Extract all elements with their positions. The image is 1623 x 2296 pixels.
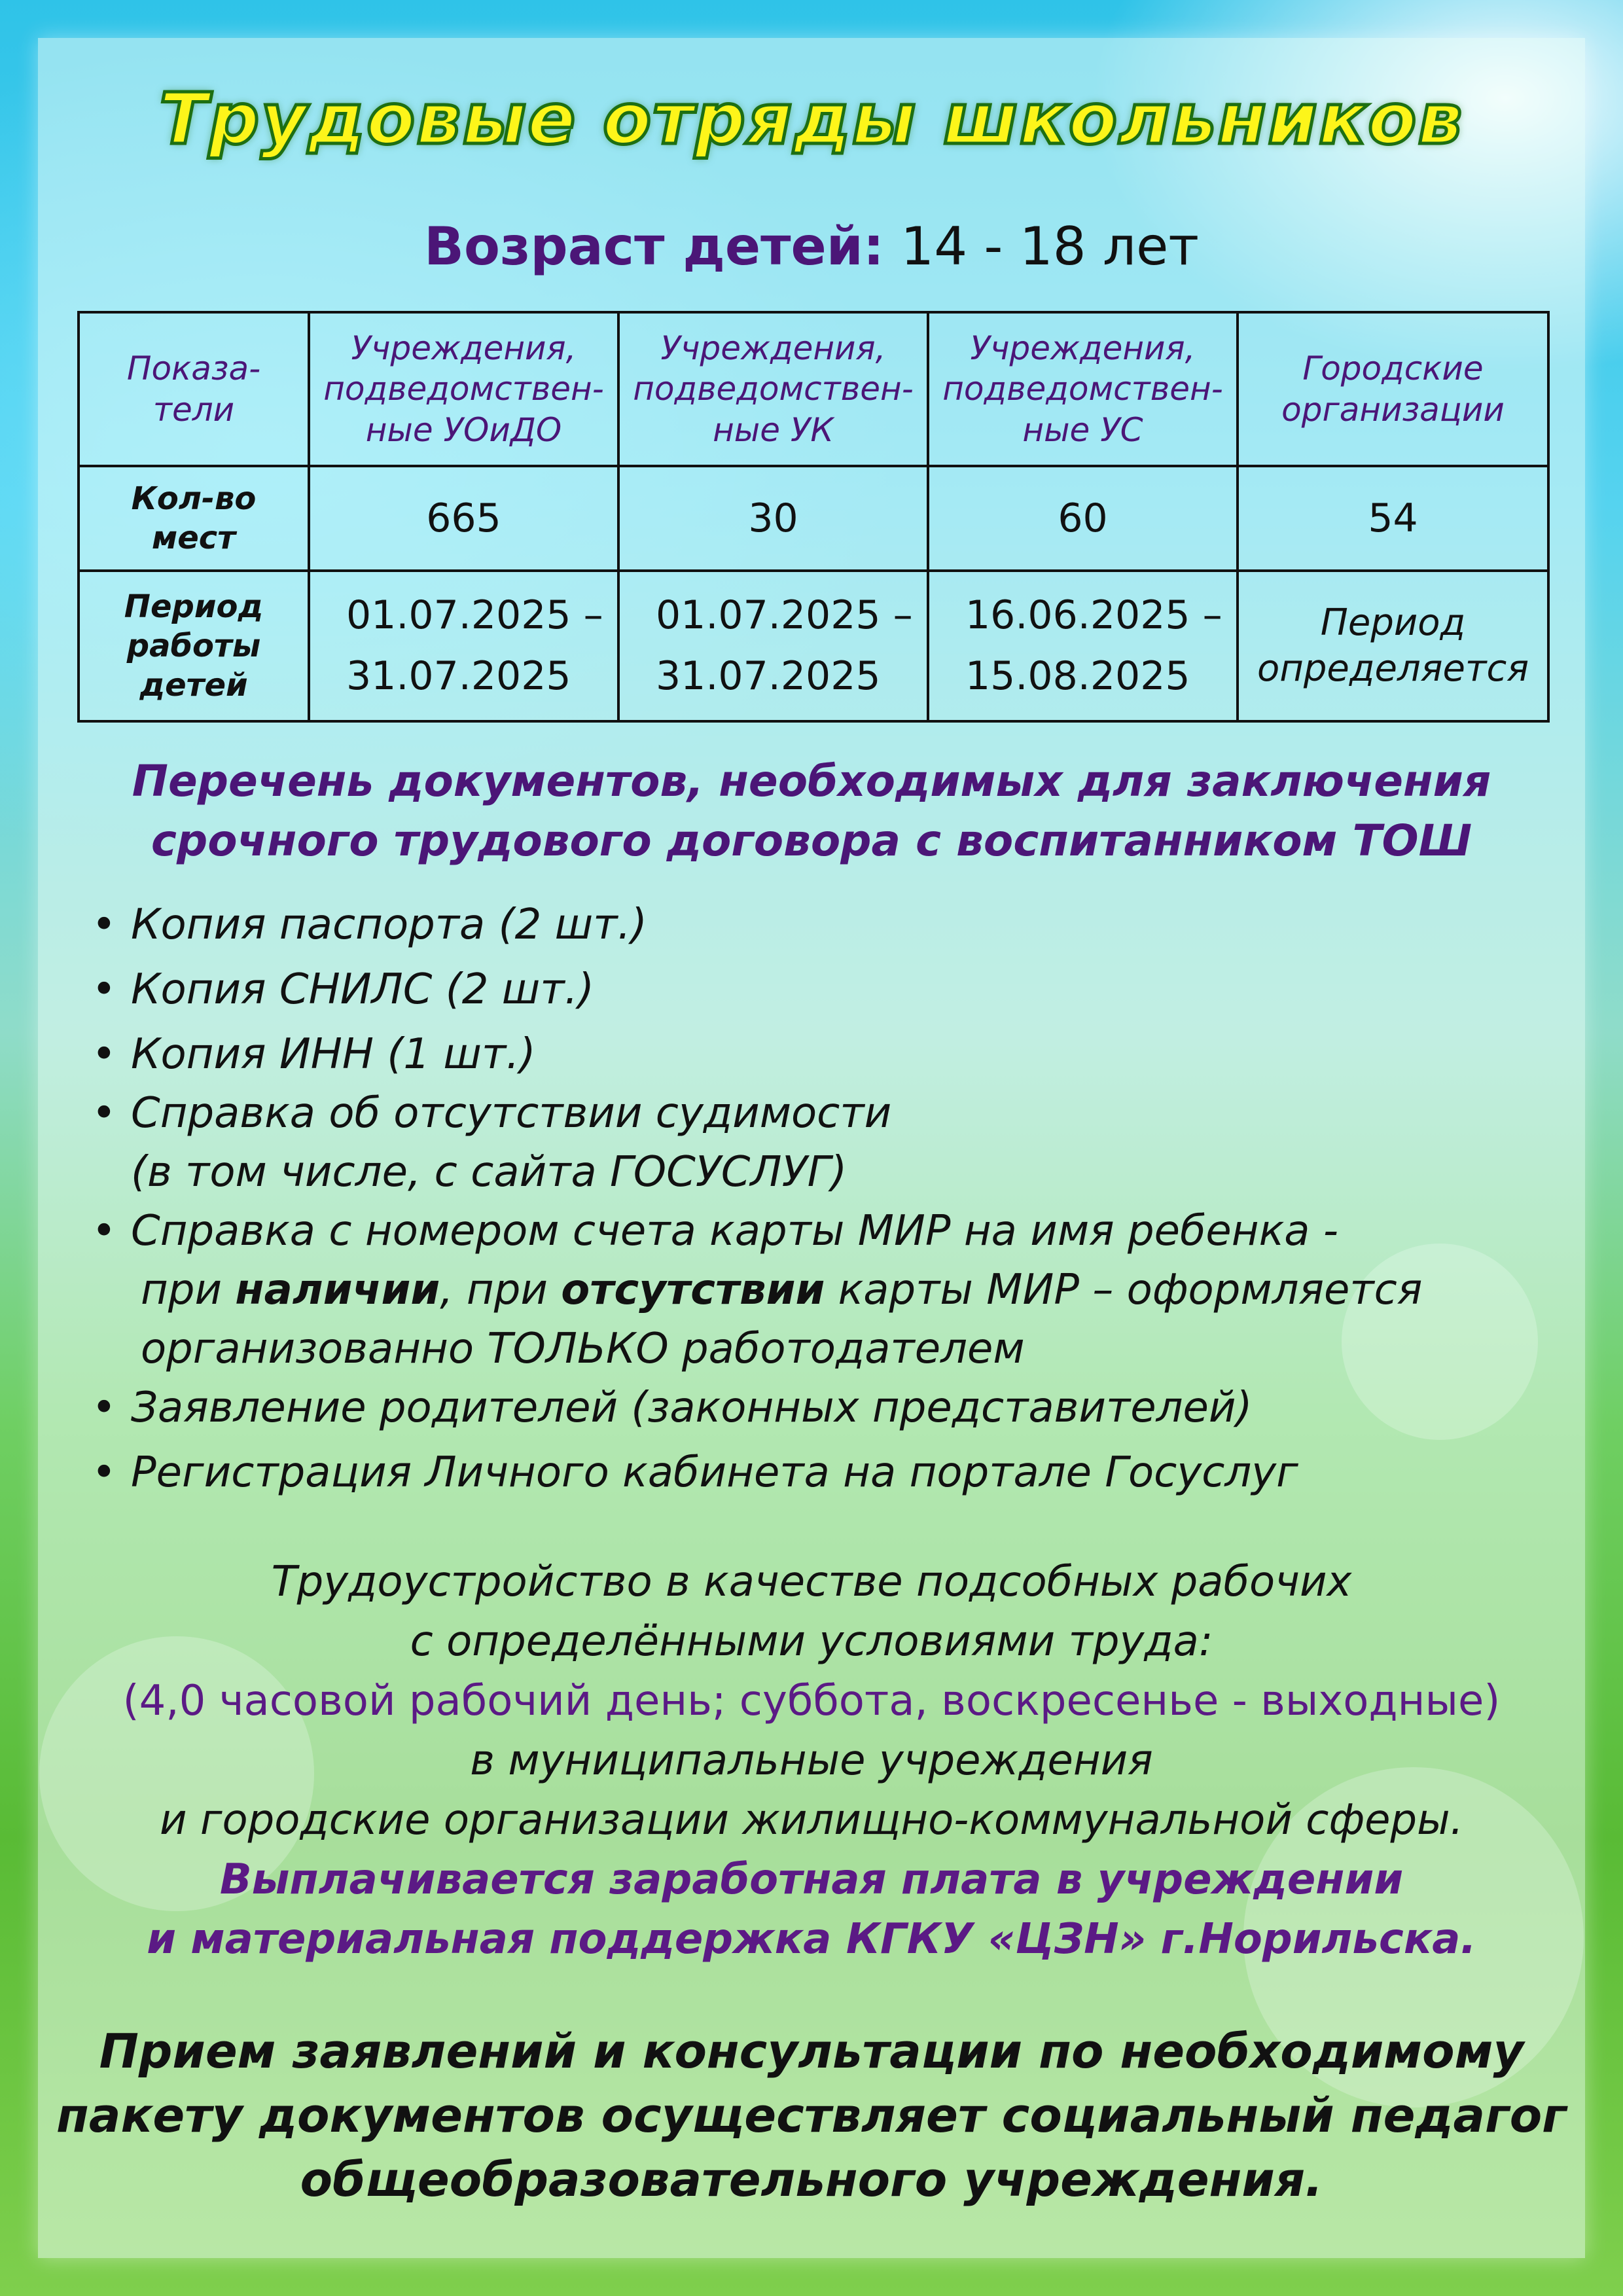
places-us: 60 (928, 466, 1238, 571)
header-cell-indicators: Показа- тели (79, 312, 309, 466)
header-cell-uk: Учреждения, подведомствен- ные УК (618, 312, 928, 466)
row-label-places: Кол-во мест (79, 466, 309, 571)
header-cell-us: Учреждения, подведомствен- ные УС (928, 312, 1238, 466)
bullet-icon: • (92, 1384, 116, 1432)
list-item: • Заявление родителей (законных представителей) (92, 1378, 1597, 1443)
list-item: • Регистрация Личного кабинета на портале Госуслуг (92, 1443, 1597, 1502)
list-item: • Копия ИНН (1 шт.) (92, 1025, 1597, 1084)
employment-conditions: Трудоустройство в качестве подсобных рабочих с определёнными условиями труда: (4,0 часовой рабочий день; суббота, воскресенье - выходные) в муниципальные учреждения и городские организации жилищно-коммунальной сферы. Выплачивается заработная плата в учреждении и материальная поддержка КГКУ «ЦЗН» г.Норильска. (122, 1558, 1501, 1964)
bullet-icon: • (92, 1030, 116, 1079)
row-label-period: Период работы детей (79, 571, 309, 721)
age-label: Возраст детей: (424, 216, 884, 277)
list-item: • Справка с номером счета карты МИР на имя ребенка - при наличии, при отсутствии карты МИР – оформляется организованно ТОЛЬКО работодателем (92, 1202, 1597, 1378)
period-uk: 01.07.2025 – 31.07.2025 (618, 571, 928, 721)
table-row-places (79, 466, 1548, 571)
bullet-icon: • (92, 1207, 116, 1255)
header-cell-city-orgs: Городские организации (1238, 312, 1548, 466)
bullet-icon: • (92, 1089, 116, 1138)
places-city-orgs: 54 (1238, 466, 1548, 571)
period-uoido: 01.07.2025 – 31.07.2025 (309, 571, 618, 721)
final-note: Прием заявлений и консультации по необходимому пакету документов осуществляет социальный педагог общеобразовательного учреждения. (56, 2024, 1567, 2207)
header-cell-uoido: Учреждения, подведомствен- ные УОиДО (309, 312, 618, 466)
period-city-orgs: Период определяется (1238, 571, 1548, 721)
poster-title: Трудовые отряды школьников (159, 79, 1464, 160)
documents-list (92, 895, 1597, 1502)
table-row-period (79, 571, 1548, 721)
list-item: • Копия паспорта (2 шт.) (92, 895, 1597, 960)
places-uk: 30 (618, 466, 928, 571)
age-value: 14 - 18 лет (901, 216, 1199, 277)
documents-heading: Перечень документов, необходимых для заключения срочного трудового договора с воспитанником ТОШ (132, 756, 1491, 867)
age-line (0, 216, 1623, 277)
list-item: • Справка об отсутствии судимости (в том числе, с сайта ГОСУСЛУГ) (92, 1084, 1597, 1202)
bullet-icon: • (92, 1448, 116, 1497)
bullet-icon: • (92, 965, 116, 1014)
places-uoido: 665 (309, 466, 618, 571)
list-item: • Копия СНИЛС (2 шт.) (92, 960, 1597, 1025)
table-header-row (79, 312, 1548, 466)
info-table (77, 311, 1550, 723)
bullet-icon: • (92, 901, 116, 949)
period-us: 16.06.2025 – 15.08.2025 (928, 571, 1238, 721)
